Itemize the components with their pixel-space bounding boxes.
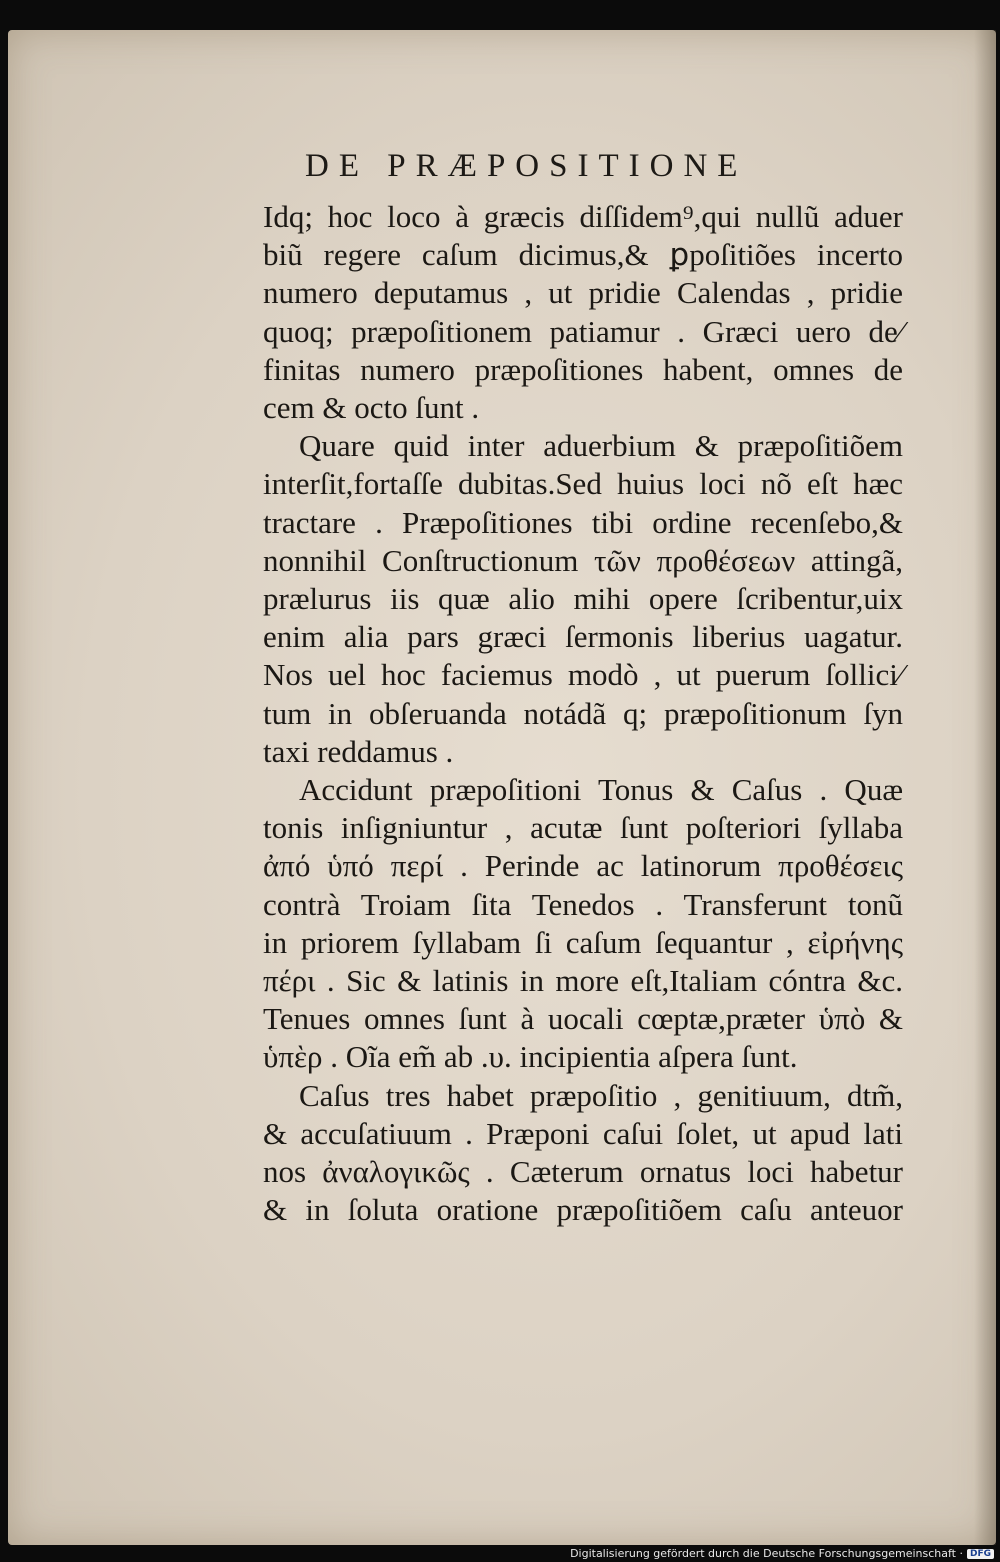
text-line: taxi reddamus . (263, 733, 454, 769)
text-line: nonnihil Conſtructionum τῶν προθέσεων attingã, (263, 542, 903, 578)
text-line: ἀπό ὑπό περί . Perinde ac latinorum προθέσεις (263, 848, 903, 884)
text-line: Tenues omnes ſunt à uocali cœptæ,præter ὑπὸ & (263, 1001, 903, 1037)
text-line: Quare quid inter aduerbium & præpoſitiõem (299, 428, 903, 464)
digitization-credit (570, 1547, 994, 1560)
text-line: Accidunt præpoſitioni Tonus & Caſus . Quæ (299, 772, 903, 808)
text-line: quoq; præpoſitionem patiamur . Græci uero de⁄ (263, 313, 903, 349)
text-line: ὑπὲρ . Oĩa em̃ ab .υ. incipientia aſpera ſunt. (263, 1039, 798, 1075)
text-line: nos ἀναλογικῶς . Cæterum ornatus loci habetur (263, 1154, 903, 1190)
text-line: cem & octo ſunt . (263, 390, 480, 426)
credit-text: Digitalisierung gefördert durch die Deutsche Forschungsgemeinschaft · (570, 1547, 963, 1560)
text-line: tractare . Præpoſitiones tibi ordine recenſebo,& (263, 504, 903, 540)
text-line: & accuſatiuum . Præponi caſui ſolet, ut apud lati (263, 1115, 903, 1151)
text-line: Nos uel hoc faciemus modò , ut puerum ſollici⁄ (263, 657, 903, 693)
text-line: prælurus iis quæ alio mihi opere ſcribentur,uix (263, 581, 903, 617)
text-line: biũ regere caſum dicimus,& ꝑpoſitiões incerto (263, 237, 903, 273)
dfg-logo: DFG (967, 1549, 994, 1559)
page-gutter-shadow (974, 30, 996, 1545)
text-line: tum in obſeruanda notádã q; præpoſitionum ſyn (263, 695, 903, 731)
text-line: & in ſoluta oratione præpoſitiõem caſu anteuor (263, 1192, 903, 1228)
text-line: interſit,fortaſſe dubitas.Sed huius loci nõ eſt hæc (263, 466, 903, 502)
text-line: tonis inſigniuntur , acutæ ſunt poſteriori ſyllaba (263, 810, 903, 846)
paragraph-2 (263, 427, 903, 771)
text-line: contrà Troiam ſita Tenedos . Transferunt tonũ (263, 886, 903, 922)
paragraph-1 (263, 198, 903, 427)
text-line: numero deputamus , ut pridie Calendas , pridie (263, 275, 903, 311)
paragraph-3 (263, 771, 903, 1077)
text-line: in priorem ſyllabam ſi caſum ſequantur , εἰρήνης (263, 924, 903, 960)
text-line: enim alia pars græci ſermonis liberius uagatur. (263, 619, 903, 655)
body-text (263, 198, 903, 1229)
text-line: Idq; hoc loco à græcis diſſidem⁹,qui nullũ aduer (263, 199, 903, 234)
text-line: finitas numero præpoſitiones habent, omnes de (263, 351, 903, 387)
text-line: πέρι . Sic & latinis in more eſt,Italiam cóntra &c. (263, 963, 903, 999)
running-head: DE PRÆPOSITIONE (305, 148, 748, 184)
text-line: Caſus tres habet præpoſitio , genitiuum, dtm̃, (299, 1077, 903, 1113)
paragraph-4 (263, 1077, 903, 1230)
